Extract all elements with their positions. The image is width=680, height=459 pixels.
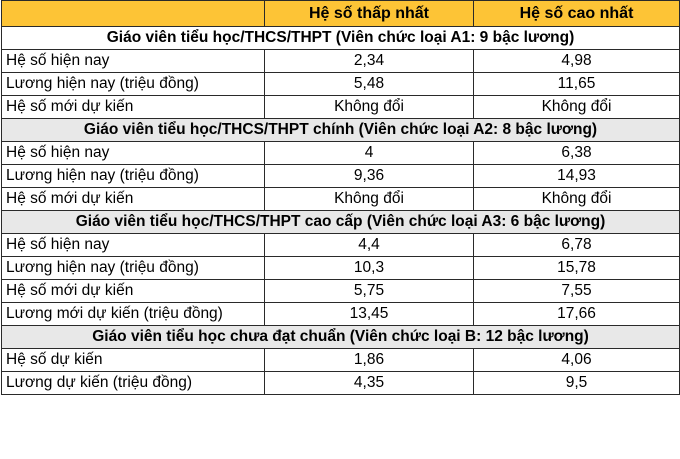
min-value-cell: 2,34: [265, 50, 474, 73]
min-value-cell: 4,35: [265, 372, 474, 395]
table-row: [2, 96, 680, 119]
max-value-cell: 14,93: [474, 165, 680, 188]
row-label: Lương hiện nay (triệu đồng): [2, 73, 265, 96]
section-row-a1: [2, 27, 680, 50]
row-label: Lương dự kiến (triệu đồng): [2, 372, 265, 395]
table-row: [2, 234, 680, 257]
min-value-cell: 13,45: [265, 303, 474, 326]
row-label: Lương hiện nay (triệu đồng): [2, 165, 265, 188]
max-value-cell: 7,55: [474, 280, 680, 303]
min-value-cell: Không đổi: [265, 96, 474, 119]
table-row: [2, 50, 680, 73]
min-value-cell: 10,3: [265, 257, 474, 280]
section-row-a3: [2, 211, 680, 234]
min-value-cell: 1,86: [265, 349, 474, 372]
row-label: Lương hiện nay (triệu đồng): [2, 257, 265, 280]
table-row: [2, 349, 680, 372]
max-value-cell: 15,78: [474, 257, 680, 280]
table-row: [2, 303, 680, 326]
header-max-coefficient: Hệ số cao nhất: [474, 1, 680, 27]
max-value-cell: 17,66: [474, 303, 680, 326]
section-title: Giáo viên tiểu học/THCS/THPT cao cấp (Viên chức loại A3: 6 bậc lương): [2, 211, 680, 234]
max-value-cell: 6,38: [474, 142, 680, 165]
header-corner-cell: [2, 1, 265, 27]
row-label: Hệ số mới dự kiến: [2, 188, 265, 211]
section-row-b: [2, 326, 680, 349]
max-value-cell: Không đổi: [474, 96, 680, 119]
salary-table: [1, 0, 680, 395]
table-row: [2, 257, 680, 280]
table-row: [2, 73, 680, 96]
max-value-cell: Không đổi: [474, 188, 680, 211]
table-row: [2, 142, 680, 165]
table-row: [2, 165, 680, 188]
section-title: Giáo viên tiểu học chưa đạt chuẩn (Viên chức loại B: 12 bậc lương): [2, 326, 680, 349]
table-header-row: [2, 1, 680, 27]
table-row: [2, 188, 680, 211]
table-row: [2, 280, 680, 303]
min-value-cell: 5,75: [265, 280, 474, 303]
row-label: Hệ số dự kiến: [2, 349, 265, 372]
min-value-cell: 5,48: [265, 73, 474, 96]
max-value-cell: 4,98: [474, 50, 680, 73]
row-label: Hệ số mới dự kiến: [2, 280, 265, 303]
max-value-cell: 4,06: [474, 349, 680, 372]
row-label: Hệ số mới dự kiến: [2, 96, 265, 119]
header-min-coefficient: Hệ số thấp nhất: [265, 1, 474, 27]
table-row: [2, 372, 680, 395]
min-value-cell: Không đổi: [265, 188, 474, 211]
section-title: Giáo viên tiểu học/THCS/THPT (Viên chức loại A1: 9 bậc lương): [2, 27, 680, 50]
row-label: Lương mới dự kiến (triệu đồng): [2, 303, 265, 326]
row-label: Hệ số hiện nay: [2, 50, 265, 73]
max-value-cell: 11,65: [474, 73, 680, 96]
section-title: Giáo viên tiểu học/THCS/THPT chính (Viên chức loại A2: 8 bậc lương): [2, 119, 680, 142]
section-row-a2: [2, 119, 680, 142]
min-value-cell: 4: [265, 142, 474, 165]
row-label: Hệ số hiện nay: [2, 234, 265, 257]
min-value-cell: 4,4: [265, 234, 474, 257]
max-value-cell: 9,5: [474, 372, 680, 395]
max-value-cell: 6,78: [474, 234, 680, 257]
row-label: Hệ số hiện nay: [2, 142, 265, 165]
min-value-cell: 9,36: [265, 165, 474, 188]
